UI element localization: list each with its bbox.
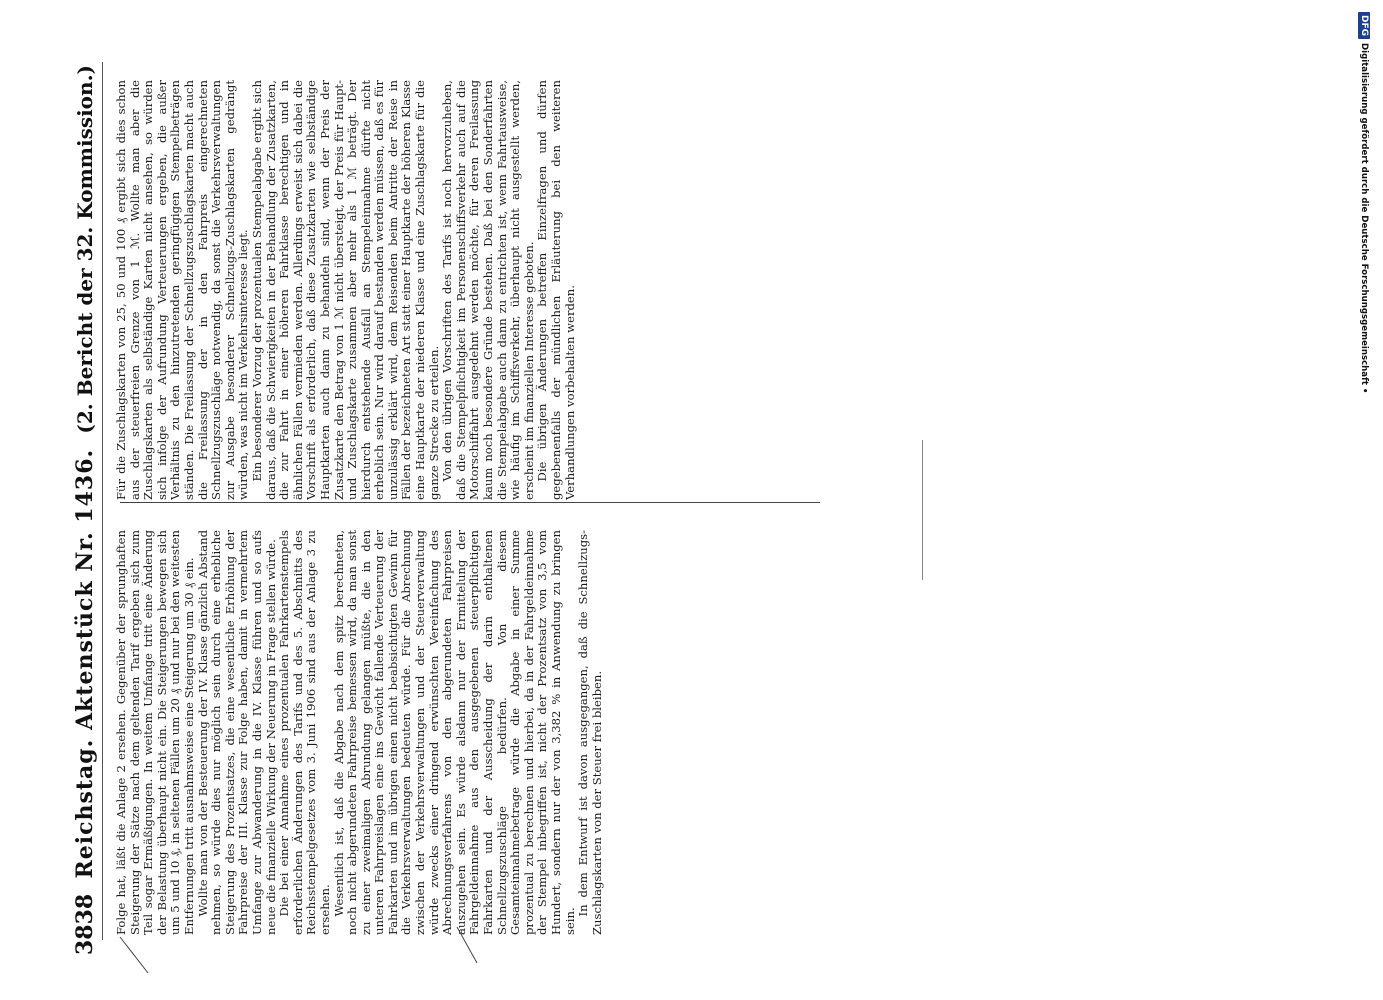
dfg-logo-icon: DFG (1358, 12, 1370, 39)
report-title: (2. Bericht der 32. Kommission.) (73, 65, 97, 434)
paragraph: Wollte man von der Besteuerung der IV. Klasse gänzlich Abstand nehmen, so würde dies nur möglich sein durch eine erhebliche Steigerung des Prozentsatzes, die eine wesentliche Erhöhung der Fahrpreise der III. Klasse zur Folge haben, damit in vermehrtem Umfange zur Abwanderung in die IV. Klasse führen und so aufs neue die finanzielle Wirkung der Neuerung in Frage stellen würde. (195, 530, 278, 935)
paragraph: Ein besonderer Vorzug der prozentualen Stempelabgabe ergibt sich daraus, daß die Schwierigkeiten in der Behandlung der Zusatzkarten, die zur Fahrt in einer höheren Fahrklasse berechtigen und in ähnlichen Fällen vermieden werden. Allerdings erweist sich dabei die Vorschrift als erforderlich, daß diese Zusatzkarten wie selbständige Hauptkarten auch dann zu behandeln sind, wenn der Preis der Zusatzkarte den Betrag von 1 ℳ nicht übersteigt, der Preis für Haupt- und Zuschlagskarte zusammen aber mehr als 1 ℳ beträgt. Der hierdurch entstehende Ausfall an Stempeleinnahme dürfte nicht erheblich sein. Nur wird darauf bestanden werden müssen, daß es für unzulässig erklärt wird, dem Reisenden beim Antritte der Reise in Fällen der bezeichneten Art statt einer Hauptkarte der höheren Klasse eine Hauptkarte der niederen Klasse und eine Zuschlagskarte für die ganze Strecke zu erteilen. (249, 80, 441, 500)
paragraph: Von den übrigen Vorschriften des Tarifs ist noch hervorzuheben, daß die Stempelpflichtigkeit im Personenschiffsverkehr auch auf die Motorschiffahrt ausgedehnt werden möchte, für deren Freilassung kaum noch besondere Gründe bestehen. Daß bei den Sonderfahrten die Stempelabgabe auch dann zu entrichten ist, wenn Fahrtausweise, wie häufig im Schiffsverkehr, überhaupt nicht ausgestellt werden, erscheint im finanziellen Interesse geboten. (440, 80, 536, 500)
text-column-left (115, 530, 831, 935)
paragraph: Die bei einer Annahme eines prozentualen Fahrkartenstempels erforderlichen Änderungen des Tarifs und des 5. Abschnitts des Reichsstempelgesetzes vom 3. Juni 1906 sind aus der Anlage 3 zu ersehen. (277, 530, 332, 935)
paragraph: Die übrigen Änderungen betreffen Einzelfragen und dürfen gegebenenfalls der mündlichen Erläuterung bei den weiteren Verhandlungen vorbehalten werden. (535, 80, 577, 500)
page-number: 3838 (72, 893, 98, 955)
text-column-right (115, 80, 831, 500)
end-rule (922, 440, 923, 580)
paragraph: Für die Zuschlagskarten von 25, 50 und 100 ₰ ergibt sich dies schon aus der steuerfreien Grenze von 1 ℳ. Wollte man aber die Zuschlagskarten als selbständige Karten nicht ansehen, so würden sich infolge der Aufrundung Verteuerungen ergeben, die außer Verhältnis zu den hinzutretenden geringfügigen Stempelbeträgen ständen. Die Freilassung der Schnellzugszuschlagskarten macht auch die Freilassung der in den Fahrpreis eingerechneten Schnellzugszuschläge notwendig, da sonst die Verkehrsverwaltungen zur Ausgabe besonderer Schnellzugs-Zuschlagskarten gedrängt würden, was nicht im Verkehrsinteresse liegt. (114, 80, 251, 500)
page-header (64, 65, 106, 955)
margin-mark (118, 935, 154, 975)
paragraph: In dem Entwurf ist davon ausgegangen, daß die Schnellzugs-Zuschlagskarten von der Steuer frei bleiben. (576, 530, 604, 935)
credit-text: Digitalisierung gefördert durch die Deutsche Forschungsgemeinschaft • (1359, 43, 1369, 394)
paragraph: Wesentlich ist, daß die Abgabe nach dem spitz berechneten, noch nicht abgerundeten Fahrpreise bemessen wird, da man sonst zu einer zweimaligen Abrundung gelangen müßte, die in den unteren Fahrpreislagen eine ins Gewicht fallende Verteuerung der Fahrkarten und im übrigen einen nicht beabsichtigten Gewinn für die Verkehrsverwaltungen bedeuten würde. Für die Abrechnung zwischen der Verkehrsverwaltungen und der Steuerverwaltung würde zwecks einer dringend erwünschten Vereinfachung des Abrechnungsverfahrens von den abgerundeten Fahrpreisen auszugehen sein. Es würde alsdann nur der Ermittelung der Fahrgeldeinnahme aus den ausgegebenen steuerpflichtigen Fahrkarten und der Ausscheidung der darin enthaltenen Schnellzugszuschläge bedürfen. Von diesem Gesamteinnahmebetrage würde die Abgabe in einer Summe prozentual zu berechnen und hierbei, da in der Fahrgeldeinnahme der Stempel inbegriffen ist, nicht der Prozentsatz von 3,5 vom Hundert, sondern nur der von 3,382 % in Anwendung zu bringen sein. (331, 530, 577, 935)
document-title: Reichstag. Aktenstück Nr. 1436. (72, 448, 98, 879)
column-divider (120, 502, 820, 503)
header-rule (102, 62, 103, 940)
paragraph: Folge hat, läßt die Anlage 2 ersehen. Gegenüber der sprunghaften Steigerung der Sätze nach dem geltenden Tarif ergeben sich zum Teil sogar Ermäßigungen. In weitem Umfange tritt eine Änderung der Belastung überhaupt nicht ein. Die Steigerungen bewegen sich um 5 und 10 ₰, in seltenen Fällen um 20 ₰ und nur bei den weitesten Entfernungen tritt ausnahmsweise eine Steigerung um 30 ₰ ein. (114, 530, 196, 935)
digitization-credit (1356, 12, 1372, 812)
